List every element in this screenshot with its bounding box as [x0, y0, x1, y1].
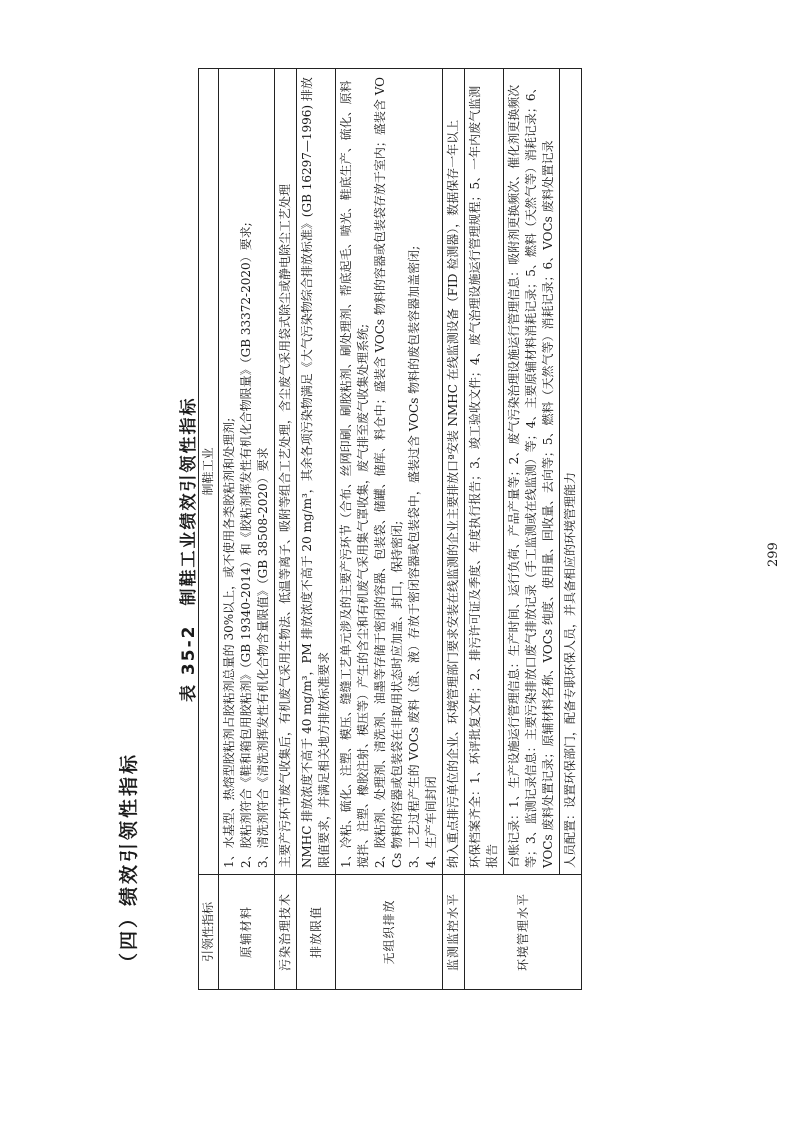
indicator-cell: 监测监控水平 — [443, 875, 465, 990]
table-title: 表 35-2 制鞋工业绩效引领性指标 — [179, 396, 199, 702]
indicator-table-wrapper — [198, 68, 582, 990]
requirement-cell — [297, 69, 336, 875]
indicator-cell: 环境管理水平 — [465, 875, 582, 990]
table-row — [336, 69, 443, 990]
requirement-line: 4、生产车间封闭 — [424, 776, 438, 868]
requirement-cell — [219, 69, 275, 875]
table-row — [297, 69, 336, 990]
requirement-line: 主要产污环节废气收集后，有机废气采用生物法、低温等离子、吸附等组合工艺处理，含尘废气采用袋式除尘或静电除尘工艺处理 — [278, 183, 292, 868]
table-row — [560, 69, 582, 990]
page-number: 299 — [766, 542, 781, 567]
requirement-cell — [465, 69, 504, 875]
indicator-cell: 原辅材料 — [219, 875, 275, 990]
requirement-cell — [504, 69, 560, 875]
table-row — [504, 69, 560, 990]
requirement-cell — [443, 69, 465, 875]
table-row — [275, 69, 297, 990]
table-row — [443, 69, 465, 990]
requirement-cell — [275, 69, 297, 875]
requirement-line: 3、工艺过程产生的 VOCs 废料（渣、液）存放于密闭容器或包装袋中，盛装过含 VOCs 物料的废包装容器加盖密闭; — [407, 245, 421, 868]
requirement-cell — [336, 69, 443, 875]
section-title: （四）绩效引领性指标 — [118, 751, 140, 972]
table-row — [465, 69, 504, 990]
requirement-line: NMHC 排放浓度不高于 40 mg/m³，PM 排放浓度不高于 20 mg/m³，其余各项污染物满足《大气污染物综合排放标准》(GB 16297—1996) 排放限值要求，并满足相关地方排放标准要求 — [300, 77, 331, 868]
header-industry: 制鞋工业 — [199, 69, 219, 875]
table-row — [219, 69, 275, 990]
requirement-line: 人员配置：设置环保部门，配备专职环保人员，并具备相应的环境管理能力 — [563, 471, 577, 868]
requirement-line: 2、胶粘剂、处理剂、清洗剂、油墨等存储于密闭的容器、包装袋、储罐、储库、料仓中；盛装含 VOCs 物料的容器或包装袋存放于室内；盛装含 VOCs 物料的容器或包装袋在非取用状态时应加盖、封口，保持密闭; — [373, 76, 404, 868]
requirement-line: 2、胶粘剂符合《鞋和箱包用胶粘剂》（GB 19340-2014）和《胶粘剂挥发性有机化合物限量》（GB 33372-2020）要求; — [239, 222, 253, 868]
requirement-line: 3、清洗剂符合《清洗剂挥发性有机化合物含量限值》（GB 38508-2020）要求 — [256, 447, 270, 868]
requirement-line: 1、水基型、热熔型胶粘剂占胶粘剂总量的 30%以上，或不使用各类胶粘剂和处理剂; — [222, 417, 236, 868]
requirement-line: 环保档案齐全：1、环评批复文件；2、排污许可证及季度、年度执行报告；3、竣工验收文件；4、废气治理设施运行管理规程；5、一年内废气监测报告 — [468, 85, 499, 868]
header-indicator: 引领性指标 — [199, 875, 219, 990]
indicator-cell: 排放限值 — [297, 875, 336, 990]
requirement-line: 1、冷粘、硫化、注塑、模压、缝缝工艺单元涉及的主要产污环节（合布、丝网印刷、刷胶粘剂、刷处理剂、帮底起毛、喷光、鞋底生产、硫化、原料搅拌、注塑、橡胶注射、模压等）产生的含尘和有机废气采用集气罩收集，废气排至废气收集处理系统; — [339, 80, 370, 868]
table-header-row — [199, 69, 219, 990]
indicator-cell: 污染治理技术 — [275, 875, 297, 990]
indicator-cell: 无组织排放 — [336, 875, 443, 990]
indicator-table — [198, 68, 582, 990]
requirement-line: 纳入重点排污单位的企业、环境管理部门要求安装在线监测的企业主要排放口ª安装 NMHC 在线监测设备（FID 检测器），数据保存一年以上 — [446, 119, 460, 868]
requirement-cell — [560, 69, 582, 875]
requirement-line: 台账记录：1、生产设施运行管理信息：生产时间、运行负荷、产品产量等；2、废气污染治理设施运行管理信息：吸附剂更换频次、催化剂更换频次等；3、监测记录信息：主要污染排放口废气排放记录（手工监测或在线监测）等；4、主要原辅材料消耗记录；5、燃料（天然气等）消耗记录；6、VOCs 废料处置记录；原辅材料名称、VOCs 纯度、使用量、回收量、去向等；5、燃料（天然气等）消耗记录；6、VOCs 废料处置记录 — [507, 81, 555, 868]
